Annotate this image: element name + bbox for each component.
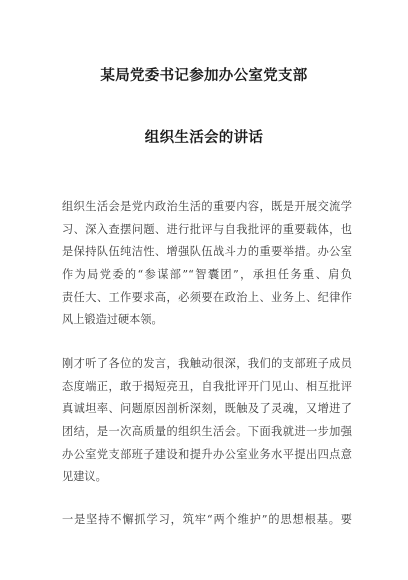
paragraph-line: 是保持队伍纯洁性、增强队伍战斗力的重要举措。办公室 — [62, 245, 352, 259]
paragraph-line: 组织生活会是党内政治生活的重要内容，既是开展交流学 — [62, 200, 352, 213]
paragraph-line: 态度端正，敢于揭短亮丑，自我批评开门见山、相互批评 — [62, 379, 352, 393]
paragraph-line: 刚才听了各位的发言，我触动很深，我们的支部班子成员 — [62, 357, 352, 370]
document-title-line-2: 组织生活会的讲话 — [144, 129, 264, 146]
paragraph-line: 团结，是一次高质量的组织生活会。下面我就进一步加强 — [62, 425, 352, 439]
paragraph-line: 风上锻造过硬本领。 — [62, 313, 163, 327]
document-title-line-1: 某局党委书记参加办公室党支部 — [100, 67, 308, 84]
paragraph-line: 作为局党委的“参谋部”“智囊团”，承担任务重、肩负 — [62, 268, 352, 282]
paragraph-line: 见建议。 — [62, 470, 107, 484]
paragraph-line: 习、深入查摆问题、进行批评与自我批评的重要载体，也 — [62, 222, 352, 236]
paragraph-1 — [62, 196, 352, 332]
paragraph-line: 责任大、工作要求高，必须要在政治上、业务上、纪律作 — [62, 290, 352, 304]
paragraph-3 — [62, 509, 352, 532]
paragraph-line: 真诚坦率、问题原因剖析深刻，既触及了灵魂，又增进了 — [62, 402, 352, 416]
paragraph-line: 一是坚持不懈抓学习，筑牢“两个维护”的思想根基。要 — [62, 513, 352, 526]
paragraph-line: 办公室党支部班子建设和提升办公室业务水平提出四点意 — [62, 447, 352, 461]
paragraph-2 — [62, 353, 352, 489]
